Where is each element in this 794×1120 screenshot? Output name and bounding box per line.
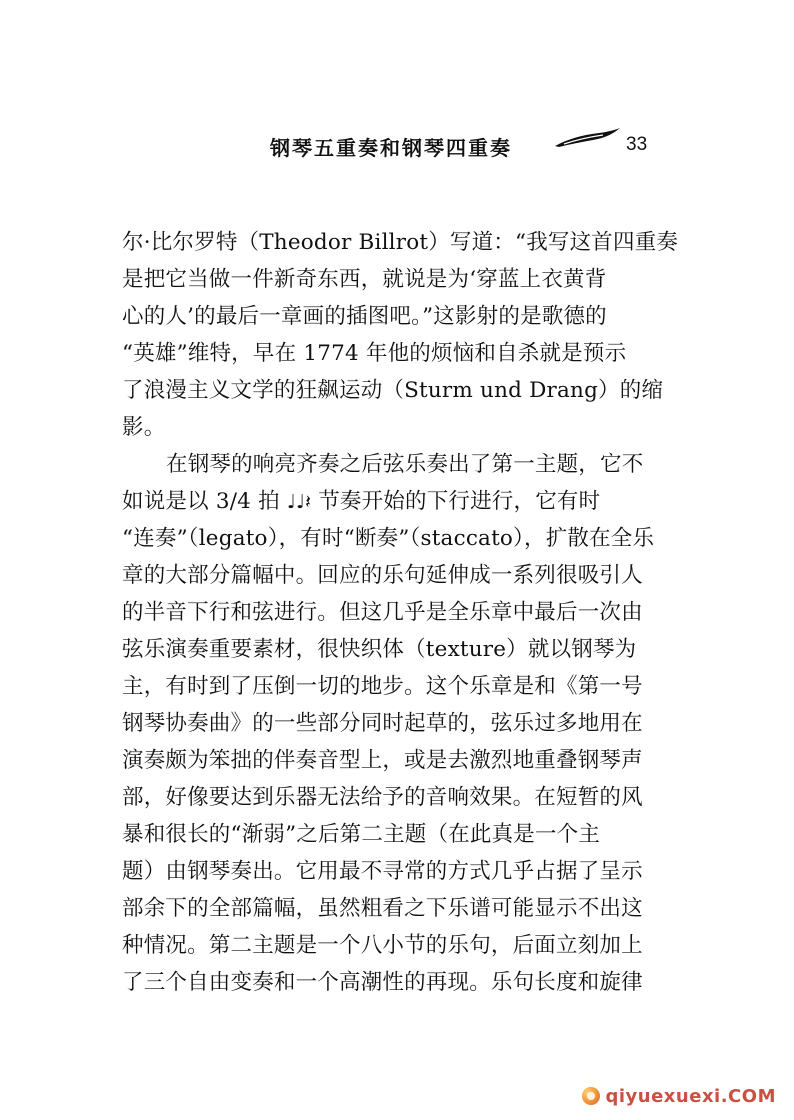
body-line: “英雄”维特，早在 1774 年他的烦恼和自杀就是预示: [122, 341, 627, 366]
watermark-link[interactable]: [582, 1084, 777, 1108]
page-number: 33: [626, 134, 648, 155]
body-line: 尔·比尔罗特（Theodor Billrot）写道：“我写这首四重奏: [122, 230, 679, 255]
paragraph-1: [122, 224, 688, 446]
page-header: [270, 126, 690, 160]
body-line: 部余下的全部篇幅，虽然粗看之下乐谱可能显示不出这: [122, 896, 643, 921]
body-line: 心的人’的最后一章画的插图吧。”这影射的是歌德的: [122, 304, 607, 329]
body-text: [122, 224, 688, 1001]
body-line-prefix: 如说是以 3/4 拍: [122, 489, 287, 514]
body-line: 在钢琴的响亮齐奏之后弦乐奏出了第一主题，它不: [166, 452, 644, 477]
body-line-with-rhythm: [122, 483, 688, 520]
body-line: 钢琴协奏曲》的一些部分同时起草的，弦乐过多地用在: [122, 711, 643, 736]
body-line: 是把它当做一件新奇东西，就说是为‘穿蓝上衣黄背: [122, 267, 607, 292]
body-line: 了三个自由变奏和一个高潮性的再现。乐句长度和旋律: [122, 970, 643, 995]
body-line: 弦乐演奏重要素材，很快织体（texture）就以钢琴为: [122, 637, 637, 662]
running-header-title: 钢琴五重奏和钢琴四重奏: [270, 136, 512, 160]
body-line: 主，有时到了压倒一切的地步。这个乐章是和《第一号: [122, 674, 643, 699]
body-line: 章的大部分篇幅中。回应的乐句延伸成一系列很吸引人: [122, 563, 643, 588]
body-line: “连奏”（legato），有时“断奏”（staccato），扩散在全乐: [122, 526, 655, 551]
paragraph-2: [122, 446, 688, 1001]
body-line: 了浪漫主义文学的狂飙运动（Sturm und Drang）的缩: [122, 378, 664, 403]
rhythm-notation-icon: ♩♩𝄽: [286, 491, 312, 513]
body-line-suffix: 节奏开始的下行进行，它有时: [311, 489, 601, 514]
body-line: 演奏颇为笨拙的伴奏音型上，或是去激烈地重叠钢琴声: [122, 748, 643, 773]
logo-badge-icon: [582, 1087, 600, 1105]
body-line: 种情况。第二主题是一个八小节的乐句，后面立刻加上: [122, 933, 643, 958]
body-line: 题）由钢琴奏出。它用最不寻常的方式几乎占据了呈示: [122, 859, 643, 884]
body-line: 影。: [122, 415, 166, 440]
body-line: 暴和很长的“渐弱”之后第二主题（在此真是一个主: [122, 822, 601, 847]
body-line: 部，好像要达到乐器无法给予的音响效果。在短暂的风: [122, 785, 643, 810]
watermark-text: qiyuexuexi.COM: [605, 1085, 776, 1107]
body-line: 的半音下行和弦进行。但这几乎是全乐章中最后一次由: [122, 600, 643, 625]
quill-ornament-icon: [552, 126, 622, 150]
